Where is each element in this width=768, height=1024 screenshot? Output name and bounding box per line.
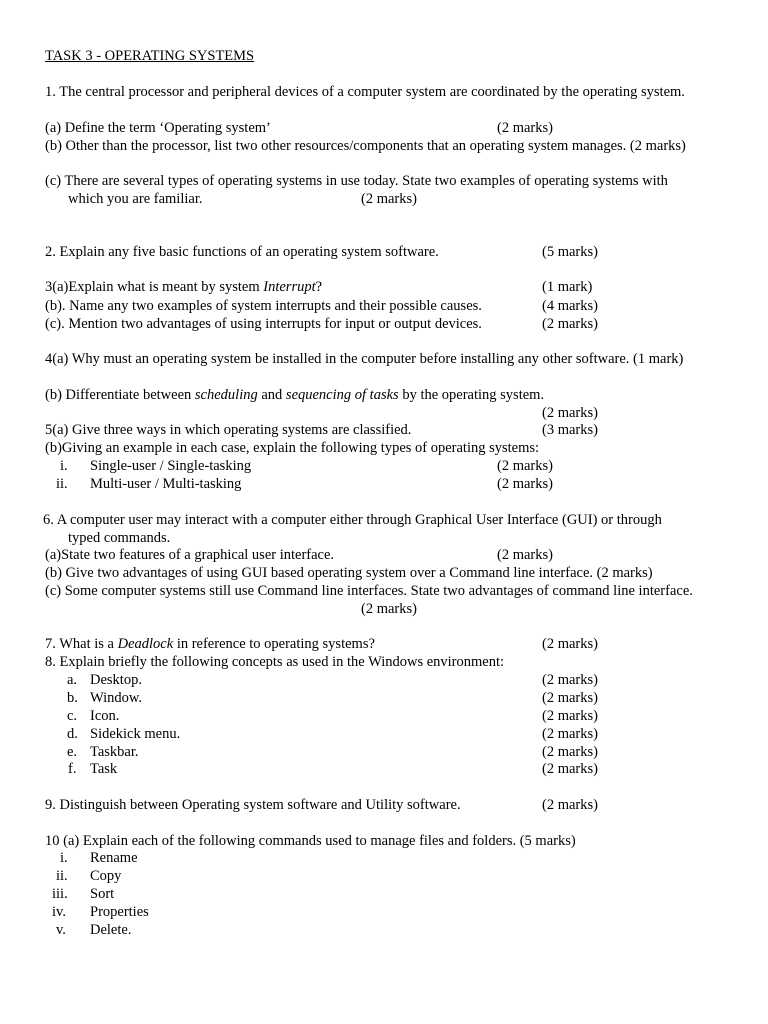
q8-item-text: Window. xyxy=(90,690,143,706)
q8-item-num: f. xyxy=(68,761,77,777)
q6-c-text: (c) Some computer systems still use Command line interfaces. State two advantages of command line interface. xyxy=(45,583,693,599)
q1-c-marks: (2 marks) xyxy=(361,191,417,207)
q8-item-num: b. xyxy=(67,690,78,706)
q5-item-marks: (2 marks) xyxy=(497,476,553,492)
q3-b-marks: (4 marks) xyxy=(542,298,598,314)
q6-stem-line1: 6. A computer user may interact with a computer either through Graphical User Interface (GUI) or through xyxy=(43,512,662,528)
q1-c-line2: which you are familiar. xyxy=(68,191,203,207)
q7-text: 7. What is a Deadlock in reference to operating systems? xyxy=(45,636,375,652)
q8-item-num: e. xyxy=(67,744,78,760)
q5-item-num: i. xyxy=(60,458,68,474)
q6-c-marks: (2 marks) xyxy=(361,601,417,617)
q5-item-marks: (2 marks) xyxy=(497,458,553,474)
q3-a-marks: (1 mark) xyxy=(542,279,593,295)
q5-a-marks: (3 marks) xyxy=(542,422,598,438)
q8-stem: 8. Explain briefly the following concepts as used in the Windows environment: xyxy=(45,654,505,670)
q6-a-text: (a)State two features of a graphical user interface. xyxy=(45,547,335,563)
q5-a-text: 5(a) Give three ways in which operating systems are classified. xyxy=(45,422,412,438)
q8-item-marks: (2 marks) xyxy=(542,761,598,777)
q1-a-text: (a) Define the term ‘Operating system’ xyxy=(45,120,271,136)
q1-c-line1: (c) There are several types of operating systems in use today. State two examples of operating systems with xyxy=(45,173,668,189)
q1-b-text: (b) Other than the processor, list two other resources/components that an operating system manages. (2 marks) xyxy=(45,138,686,154)
q10-item-num: iv. xyxy=(52,904,66,920)
q8-item-marks: (2 marks) xyxy=(542,690,598,706)
q8-item-num: d. xyxy=(67,726,78,742)
page-title: TASK 3 - OPERATING SYSTEMS xyxy=(45,48,255,64)
q5-b-text: (b)Giving an example in each case, explain the following types of operating systems: xyxy=(45,440,540,456)
q8-item-num: c. xyxy=(67,708,78,724)
q5-item-text: Single-user / Single-tasking xyxy=(90,458,252,474)
q10-item-num: iii. xyxy=(52,886,68,902)
q10-item-text: Properties xyxy=(90,904,149,920)
q5-item-text: Multi-user / Multi-tasking xyxy=(90,476,242,492)
q8-item-marks: (2 marks) xyxy=(542,744,598,760)
q8-item-text: Taskbar. xyxy=(90,744,139,760)
q3-a-text: 3(a)Explain what is meant by system Interrupt? xyxy=(45,279,323,295)
q8-item-num: a. xyxy=(67,672,78,688)
q9-text: 9. Distinguish between Operating system software and Utility software. xyxy=(45,797,461,813)
q3-c-marks: (2 marks) xyxy=(542,316,598,332)
q4-b-marks: (2 marks) xyxy=(542,405,598,421)
q8-item-text: Sidekick menu. xyxy=(90,726,181,742)
q4-b-text: (b) Differentiate between scheduling and sequencing of tasks by the operating system. xyxy=(45,387,545,403)
q2-marks: (5 marks) xyxy=(542,244,598,260)
q3-c-text: (c). Mention two advantages of using interrupts for input or output devices. xyxy=(45,316,482,332)
q8-item-marks: (2 marks) xyxy=(542,672,598,688)
q10-item-text: Copy xyxy=(90,868,122,884)
q9-marks: (2 marks) xyxy=(542,797,598,813)
q10-stem: 10 (a) Explain each of the following commands used to manage files and folders. (5 marks) xyxy=(45,833,576,849)
q2-text: 2. Explain any five basic functions of an operating system software. xyxy=(45,244,439,260)
q6-stem-line2: typed commands. xyxy=(68,530,171,546)
q10-item-num: ii. xyxy=(56,868,68,884)
q8-item-text: Task xyxy=(90,761,118,777)
q1-a-marks: (2 marks) xyxy=(497,120,553,136)
q4-a-text: 4(a) Why must an operating system be installed in the computer before installing any other software. (1 mark) xyxy=(45,351,684,367)
q5-item-num: ii. xyxy=(56,476,68,492)
q6-b-text: (b) Give two advantages of using GUI based operating system over a Command line interface. (2 marks) xyxy=(45,565,653,581)
q8-item-text: Desktop. xyxy=(90,672,142,688)
q10-item-text: Delete. xyxy=(90,922,132,938)
q3-b-text: (b). Name any two examples of system interrupts and their possible causes. xyxy=(45,298,482,314)
q10-item-num: v. xyxy=(56,922,66,938)
q10-item-text: Sort xyxy=(90,886,115,902)
q8-item-marks: (2 marks) xyxy=(542,726,598,742)
q8-item-text: Icon. xyxy=(90,708,120,724)
q10-item-num: i. xyxy=(60,850,68,866)
q8-item-marks: (2 marks) xyxy=(542,708,598,724)
q6-a-marks: (2 marks) xyxy=(497,547,553,563)
q1-stem: 1. The central processor and peripheral devices of a computer system are coordinated by the operating system. xyxy=(45,84,685,100)
q10-item-text: Rename xyxy=(90,850,138,866)
q7-marks: (2 marks) xyxy=(542,636,598,652)
